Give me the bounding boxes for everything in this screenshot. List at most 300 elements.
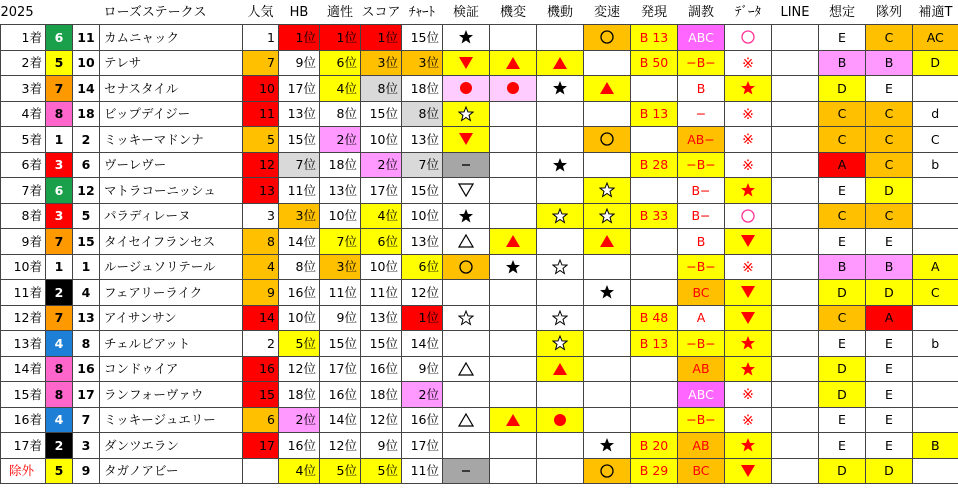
kihen-cell — [490, 178, 537, 204]
horse-number-cell: 12 — [73, 178, 100, 204]
hb-rank-cell: 13位 — [279, 101, 320, 127]
verification-cell — [443, 254, 490, 280]
aptitude-rank-cell: 18位 — [320, 152, 361, 178]
waku-cell: 8 — [46, 356, 73, 382]
horse-name-cell: ヴーレヴー — [100, 152, 243, 178]
white-up-icon — [458, 233, 474, 249]
horse-name-cell: ミッキージュエリー — [100, 407, 243, 433]
data-cell — [725, 280, 772, 306]
horse-name-cell: テレサ — [100, 50, 243, 76]
hb-rank-cell: 11位 — [279, 178, 320, 204]
chart-rank-cell: 12位 — [402, 280, 443, 306]
formation-cell: E — [866, 433, 913, 459]
col-header: ﾁｬｰﾄ — [402, 0, 443, 25]
red-star-icon — [740, 80, 756, 96]
red-up-icon — [552, 55, 568, 71]
score-rank-cell: 15位 — [361, 331, 402, 357]
data-cell — [725, 407, 772, 433]
hatsugen-cell — [631, 254, 678, 280]
verification-cell — [443, 458, 490, 484]
table-row — [1, 229, 958, 255]
horse-number-cell: 11 — [73, 25, 100, 51]
horse-number-cell: 16 — [73, 356, 100, 382]
finish-cell: 3着 — [1, 76, 46, 102]
waku-cell: 1 — [46, 254, 73, 280]
line-cell — [772, 280, 819, 306]
verification-cell — [443, 25, 490, 51]
training-cell: B — [678, 229, 725, 255]
red-star-icon — [740, 182, 756, 198]
formation-cell: C — [866, 127, 913, 153]
chart-rank-cell: 16位 — [402, 407, 443, 433]
popularity-cell: 1 — [243, 25, 279, 51]
expected-cell: E — [819, 178, 866, 204]
verification-cell — [443, 331, 490, 357]
col-header: 補適T — [913, 0, 958, 25]
hensoku-cell — [584, 101, 631, 127]
chart-rank-cell: 6位 — [402, 254, 443, 280]
hensoku-cell — [584, 76, 631, 102]
waku-cell: 4 — [46, 407, 73, 433]
chart-rank-cell: 17位 — [402, 433, 443, 459]
col-header: HB — [279, 0, 320, 25]
white-star-icon — [552, 208, 568, 224]
table-row — [1, 305, 958, 331]
hensoku-cell — [584, 25, 631, 51]
kidou-cell — [537, 229, 584, 255]
table-row — [1, 152, 958, 178]
hensoku-cell — [584, 178, 631, 204]
hb-rank-cell: 16位 — [279, 433, 320, 459]
col-header: 適性 — [320, 0, 361, 25]
training-cell: B− — [678, 178, 725, 204]
kidou-cell — [537, 127, 584, 153]
formation-cell: C — [866, 203, 913, 229]
circle-icon — [599, 29, 615, 45]
chart-rank-cell: 7位 — [402, 152, 443, 178]
popularity-cell: 14 — [243, 305, 279, 331]
kihen-cell — [490, 407, 537, 433]
formation-cell: E — [866, 229, 913, 255]
horse-name-cell: ダンツエラン — [100, 433, 243, 459]
hatsugen-cell — [631, 407, 678, 433]
svg-text:※: ※ — [742, 157, 754, 173]
score-rank-cell: 13位 — [361, 305, 402, 331]
kidou-cell — [537, 458, 584, 484]
expected-cell: C — [819, 127, 866, 153]
score-rank-cell: 10位 — [361, 254, 402, 280]
hensoku-cell — [584, 356, 631, 382]
training-cell: A — [678, 305, 725, 331]
waku-cell: 7 — [46, 76, 73, 102]
aptitude-rank-cell: 2位 — [320, 127, 361, 153]
black-star-icon — [599, 284, 615, 300]
data-cell — [725, 101, 772, 127]
hatsugen-cell — [631, 178, 678, 204]
kidou-cell — [537, 254, 584, 280]
col-header: 調教 — [678, 0, 725, 25]
hensoku-cell — [584, 203, 631, 229]
hoteki-cell — [913, 305, 958, 331]
formation-cell: D — [866, 178, 913, 204]
horse-name-cell: カムニャック — [100, 25, 243, 51]
line-cell — [772, 203, 819, 229]
finish-cell: 除外 — [1, 458, 46, 484]
data-cell — [725, 178, 772, 204]
hatsugen-cell: B 29 — [631, 458, 678, 484]
table-row — [1, 254, 958, 280]
black-star-icon — [552, 80, 568, 96]
chart-rank-cell: 13位 — [402, 127, 443, 153]
hensoku-cell — [584, 382, 631, 408]
hb-rank-cell: 3位 — [279, 203, 320, 229]
aptitude-rank-cell: 6位 — [320, 50, 361, 76]
line-cell — [772, 50, 819, 76]
verification-cell — [443, 305, 490, 331]
finish-cell: 6着 — [1, 152, 46, 178]
table-row — [1, 25, 958, 51]
aptitude-rank-cell: 13位 — [320, 178, 361, 204]
data-cell — [725, 356, 772, 382]
expected-cell: C — [819, 101, 866, 127]
chart-rank-cell: 3位 — [402, 50, 443, 76]
red-down-icon — [740, 284, 756, 300]
kihen-cell — [490, 382, 537, 408]
hensoku-cell — [584, 152, 631, 178]
white-star-icon — [552, 259, 568, 275]
hatsugen-cell — [631, 229, 678, 255]
training-cell: −B− — [678, 50, 725, 76]
col-header: ﾃﾞｰﾀ — [725, 0, 772, 25]
horse-number-cell: 3 — [73, 433, 100, 459]
horse-number-cell: 5 — [73, 203, 100, 229]
horse-number-cell: 2 — [73, 127, 100, 153]
hoteki-cell: d — [913, 101, 958, 127]
horse-number-cell: 17 — [73, 382, 100, 408]
dash-icon — [458, 157, 474, 173]
kihen-cell — [490, 229, 537, 255]
red-circle-icon — [505, 80, 521, 96]
waku-cell: 7 — [46, 229, 73, 255]
circle-icon — [599, 131, 615, 147]
black-star-icon — [552, 157, 568, 173]
chart-rank-cell: 1位 — [402, 305, 443, 331]
line-cell — [772, 356, 819, 382]
kidou-cell — [537, 152, 584, 178]
hoteki-cell — [913, 458, 958, 484]
data-cell — [725, 433, 772, 459]
svg-text:※: ※ — [742, 259, 754, 275]
training-cell: − — [678, 101, 725, 127]
finish-cell: 10着 — [1, 254, 46, 280]
hatsugen-cell — [631, 76, 678, 102]
aptitude-rank-cell: 9位 — [320, 305, 361, 331]
hb-rank-cell: 16位 — [279, 280, 320, 306]
hoteki-cell: D — [913, 50, 958, 76]
chart-rank-cell: 15位 — [402, 25, 443, 51]
horse-number-cell: 13 — [73, 305, 100, 331]
finish-cell: 16着 — [1, 407, 46, 433]
popularity-cell: 13 — [243, 178, 279, 204]
hb-rank-cell: 15位 — [279, 127, 320, 153]
score-rank-cell: 18位 — [361, 382, 402, 408]
training-cell: −B− — [678, 407, 725, 433]
hb-rank-cell: 14位 — [279, 229, 320, 255]
red-up-icon — [599, 233, 615, 249]
table-row — [1, 76, 958, 102]
white-up-icon — [458, 412, 474, 428]
red-down-icon — [740, 463, 756, 479]
finish-cell: 17着 — [1, 433, 46, 459]
horse-number-cell: 14 — [73, 76, 100, 102]
training-cell: AB — [678, 433, 725, 459]
hoteki-cell: b — [913, 331, 958, 357]
chart-rank-cell: 13位 — [402, 229, 443, 255]
verification-cell — [443, 229, 490, 255]
waku-cell: 5 — [46, 50, 73, 76]
horse-name-cell: セナスタイル — [100, 76, 243, 102]
finish-cell: 15着 — [1, 382, 46, 408]
horse-name-cell: ルージュソリテール — [100, 254, 243, 280]
red-down-icon — [458, 131, 474, 147]
svg-text:※: ※ — [742, 132, 754, 148]
horse-name-cell: タイセイフランセス — [100, 229, 243, 255]
col-header: 変速 — [584, 0, 631, 25]
table-row — [1, 178, 958, 204]
training-cell: B− — [678, 203, 725, 229]
header-row — [1, 0, 958, 25]
kidou-cell — [537, 101, 584, 127]
svg-text:※: ※ — [742, 412, 754, 428]
kidou-cell — [537, 407, 584, 433]
horse-name-cell: チェルビアット — [100, 331, 243, 357]
hoteki-cell: C — [913, 127, 958, 153]
kome-icon — [740, 259, 756, 275]
hoteki-cell — [913, 178, 958, 204]
red-down-icon — [740, 233, 756, 249]
hoteki-cell — [913, 356, 958, 382]
kihen-cell — [490, 76, 537, 102]
hatsugen-cell — [631, 280, 678, 306]
kidou-cell — [537, 433, 584, 459]
table-row — [1, 127, 958, 153]
hb-rank-cell: 4位 — [279, 458, 320, 484]
data-cell — [725, 76, 772, 102]
red-up-icon — [505, 412, 521, 428]
score-rank-cell: 17位 — [361, 178, 402, 204]
score-rank-cell: 4位 — [361, 203, 402, 229]
black-star-icon — [458, 208, 474, 224]
kihen-cell — [490, 458, 537, 484]
black-star-icon — [599, 437, 615, 453]
aptitude-rank-cell: 10位 — [320, 203, 361, 229]
red-star-icon — [740, 361, 756, 377]
waku-cell: 5 — [46, 458, 73, 484]
line-cell — [772, 178, 819, 204]
horse-number-cell: 4 — [73, 280, 100, 306]
waku-cell: 2 — [46, 433, 73, 459]
popularity-cell: 4 — [243, 254, 279, 280]
line-cell — [772, 76, 819, 102]
line-cell — [772, 127, 819, 153]
col-header: 隊列 — [866, 0, 913, 25]
hoteki-cell: b — [913, 152, 958, 178]
table-row — [1, 433, 958, 459]
expected-cell: E — [819, 229, 866, 255]
hb-rank-cell: 17位 — [279, 76, 320, 102]
table-row — [1, 382, 958, 408]
hensoku-cell — [584, 433, 631, 459]
line-cell — [772, 331, 819, 357]
score-rank-cell: 9位 — [361, 433, 402, 459]
col-header: 発現 — [631, 0, 678, 25]
chart-rank-cell: 15位 — [402, 178, 443, 204]
table-row — [1, 407, 958, 433]
kihen-cell — [490, 305, 537, 331]
table-row — [1, 331, 958, 357]
table-row — [1, 356, 958, 382]
table-row — [1, 101, 958, 127]
score-rank-cell: 16位 — [361, 356, 402, 382]
finish-cell: 1着 — [1, 25, 46, 51]
horse-number-cell: 15 — [73, 229, 100, 255]
hensoku-cell — [584, 50, 631, 76]
formation-cell: C — [866, 101, 913, 127]
verification-cell — [443, 203, 490, 229]
line-cell — [772, 254, 819, 280]
horse-number-cell: 1 — [73, 254, 100, 280]
data-cell — [725, 203, 772, 229]
white-down-icon — [458, 182, 474, 198]
hb-rank-cell: 5位 — [279, 331, 320, 357]
formation-cell: E — [866, 76, 913, 102]
svg-text:※: ※ — [742, 387, 754, 403]
pink-circle-icon — [740, 208, 756, 224]
col-header: LINE — [772, 0, 819, 25]
aptitude-rank-cell: 7位 — [320, 229, 361, 255]
expected-cell: D — [819, 280, 866, 306]
data-cell — [725, 458, 772, 484]
data-cell — [725, 50, 772, 76]
aptitude-rank-cell: 15位 — [320, 331, 361, 357]
finish-cell: 8着 — [1, 203, 46, 229]
horse-name-cell: マトラコーニッシュ — [100, 178, 243, 204]
verification-cell — [443, 127, 490, 153]
training-cell: −B− — [678, 254, 725, 280]
horse-number-cell: 6 — [73, 152, 100, 178]
kome-icon — [740, 412, 756, 428]
horse-name-cell: フェアリーライク — [100, 280, 243, 306]
verification-cell — [443, 152, 490, 178]
white-star-icon — [458, 310, 474, 326]
waku-cell: 1 — [46, 127, 73, 153]
score-rank-cell: 11位 — [361, 280, 402, 306]
chart-rank-cell: 18位 — [402, 76, 443, 102]
aptitude-rank-cell: 14位 — [320, 407, 361, 433]
kihen-cell — [490, 50, 537, 76]
col-header: 人気 — [243, 0, 279, 25]
hoteki-cell — [913, 382, 958, 408]
score-rank-cell: 15位 — [361, 101, 402, 127]
hoteki-cell — [913, 229, 958, 255]
kome-icon — [740, 131, 756, 147]
popularity-cell: 9 — [243, 280, 279, 306]
waku-cell: 3 — [46, 152, 73, 178]
verification-cell — [443, 178, 490, 204]
horse-name-cell: タガノアビー — [100, 458, 243, 484]
red-circle-icon — [458, 80, 474, 96]
finish-cell: 4着 — [1, 101, 46, 127]
hatsugen-cell: B 20 — [631, 433, 678, 459]
kidou-cell — [537, 356, 584, 382]
horse-name-cell: ミッキーマドンナ — [100, 127, 243, 153]
circle-icon — [458, 259, 474, 275]
formation-cell: E — [866, 407, 913, 433]
line-cell — [772, 25, 819, 51]
waku-cell: 7 — [46, 305, 73, 331]
training-cell: B — [678, 76, 725, 102]
training-cell: −B− — [678, 152, 725, 178]
data-cell — [725, 331, 772, 357]
finish-cell: 11着 — [1, 280, 46, 306]
kihen-cell — [490, 280, 537, 306]
finish-cell: 13着 — [1, 331, 46, 357]
aptitude-rank-cell: 5位 — [320, 458, 361, 484]
kidou-cell — [537, 178, 584, 204]
aptitude-rank-cell: 8位 — [320, 101, 361, 127]
circle-icon — [599, 463, 615, 479]
hensoku-cell — [584, 254, 631, 280]
formation-cell: D — [866, 280, 913, 306]
score-rank-cell: 8位 — [361, 76, 402, 102]
score-rank-cell: 5位 — [361, 458, 402, 484]
popularity-cell: 16 — [243, 356, 279, 382]
verification-cell — [443, 356, 490, 382]
verification-cell — [443, 76, 490, 102]
expected-cell: B — [819, 50, 866, 76]
chart-rank-cell: 11位 — [402, 458, 443, 484]
finish-cell: 7着 — [1, 178, 46, 204]
popularity-cell — [243, 458, 279, 484]
chart-rank-cell: 14位 — [402, 331, 443, 357]
formation-cell: E — [866, 331, 913, 357]
popularity-cell: 3 — [243, 203, 279, 229]
formation-cell: A — [866, 305, 913, 331]
hb-rank-cell: 9位 — [279, 50, 320, 76]
kihen-cell — [490, 101, 537, 127]
horse-name-cell: アイサンサン — [100, 305, 243, 331]
kihen-cell — [490, 433, 537, 459]
hoteki-cell: C — [913, 280, 958, 306]
hatsugen-cell: B 33 — [631, 203, 678, 229]
hensoku-cell — [584, 458, 631, 484]
white-star-icon — [458, 106, 474, 122]
expected-cell: E — [819, 407, 866, 433]
col-header: 機変 — [490, 0, 537, 25]
white-star-icon — [552, 310, 568, 326]
data-cell — [725, 305, 772, 331]
kome-icon — [740, 157, 756, 173]
table-row — [1, 50, 958, 76]
kome-icon — [740, 106, 756, 122]
hatsugen-cell: B 13 — [631, 25, 678, 51]
kihen-cell — [490, 152, 537, 178]
expected-cell: E — [819, 433, 866, 459]
popularity-cell: 8 — [243, 229, 279, 255]
red-up-icon — [505, 55, 521, 71]
hatsugen-cell: B 28 — [631, 152, 678, 178]
verification-cell — [443, 101, 490, 127]
